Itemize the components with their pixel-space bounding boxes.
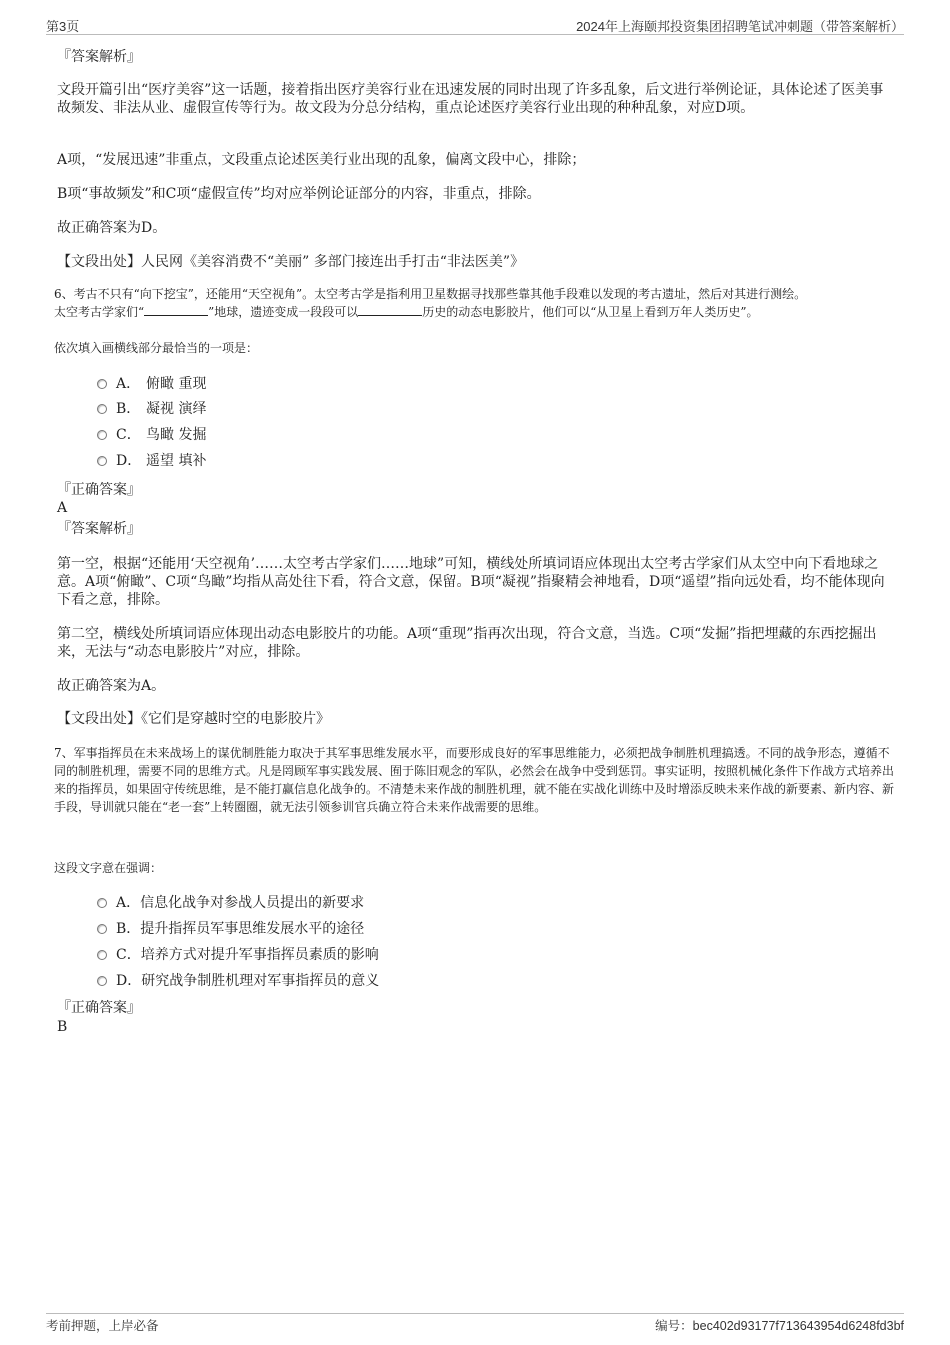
radio-icon[interactable] xyxy=(97,456,107,466)
radio-icon[interactable] xyxy=(97,950,107,960)
question-stem: 7、军事指挥员在未来战场上的谋优制胜能力取决于其军事思维发展水平，而要形成良好的军事思维能力，必须把战争制胜机理搞透。不同的战争形态，遵循不同的制胜机理，需要不同的思维方式。凡是罔顾军事实践发展、囿于陈旧观念的军队，必然会在战争中受到惩罚。事实证明，按照机械化条件下作战方式培养出来的指挥员，如果固守传统思维，是不能打赢信息化战争的。不清楚未来作战的制胜机理，就不能在实战化训练中及时增添反映未来作战的新要素、新内容、新手段，导训就只能在“老一套”上转圈圈，就无法引领参训官兵确立符合未来作战需要的思维。 xyxy=(54,746,895,814)
analysis-paragraph: 文段开篇引出“医疗美容”这一话题，接着指出医疗美容行业在迅速发展的同时出现了许多乱象，后文进行举例论证，具体论述了医美事故频发、非法从业、虚假宣传等行为。故文段为分总分结构，重点论述医疗美容行业出现的种种乱象，对应D项。 xyxy=(57,82,884,116)
page-header xyxy=(46,14,904,35)
option-d[interactable]: D． 遥望 填补 xyxy=(97,452,206,470)
option-b[interactable]: B． 凝视 演绎 xyxy=(97,400,206,418)
option-a[interactable]: A．信息化战争对参战人员提出的新要求 xyxy=(97,894,364,912)
page-number: 第3页 xyxy=(46,19,80,34)
radio-icon[interactable] xyxy=(97,898,107,908)
document-title: 2024年上海颐邦投资集团招聘笔试冲刺题（带答案解析） xyxy=(576,19,904,34)
analysis-paragraph: 第一空，根据“还能用‘天空视角’……太空考古学家们……地球”可知，横线处所填词语应体现出太空考古学家们从太空中向下看地球之意。A项“俯瞰”、C项“鸟瞰”均指从高处往下看，符合文意，保留。B项“凝视”指聚精会神地看，D项“遥望”指向远处看，均不能体现向下看之意，排除。 xyxy=(57,556,885,608)
answer-label: 『正确答案』 xyxy=(57,482,141,498)
option-c[interactable]: C． 鸟瞰 发掘 xyxy=(97,426,206,444)
question-prompt: 依次填入画横线部分最恰当的一项是： xyxy=(54,341,259,355)
passage-source: 【文段出处】《它们是穿越时空的电影胶片》 xyxy=(57,711,330,727)
question-stem: 6、考古不只有“向下挖宝”，还能用“天空视角”。太空考古学是指利用卫星数据寻找那些靠其他手段难以发现的考古遗址，然后对其进行测绘。 太空考古学家们“ ”地球，遗迹变成一段段可以 历史的动态电影胶片，他们可以“从卫星上看到万年人类历史”。 xyxy=(54,287,807,319)
footer-slogan: 考前押题，上岸必备 xyxy=(46,1318,159,1333)
document-serial: 编号：bec402d93177f713643954d6248fd3bf xyxy=(655,1319,904,1333)
answer-conclusion: 故正确答案为A。 xyxy=(57,678,166,694)
answer-label: 『正确答案』 xyxy=(57,1000,141,1016)
analysis-label: 『答案解析』 xyxy=(57,49,141,65)
analysis-paragraph: 第二空，横线处所填词语应体现出动态电影胶片的功能。A项“重现”指再次出现，符合文意，当选。C项“发掘”指把埋藏的东西挖掘出来，无法与“动态电影胶片”对应，排除。 xyxy=(57,626,877,660)
page-footer xyxy=(46,1313,904,1336)
analysis-label: 『答案解析』 xyxy=(57,521,141,537)
radio-icon[interactable] xyxy=(97,976,107,986)
radio-icon[interactable] xyxy=(97,379,107,389)
radio-icon[interactable] xyxy=(97,404,107,414)
option-a[interactable]: A． 俯瞰 重现 xyxy=(97,375,206,393)
option-c[interactable]: C．培养方式对提升军事指挥员素质的影响 xyxy=(97,946,379,964)
answer-value: A xyxy=(57,500,68,516)
option-b[interactable]: B．提升指挥员军事思维发展水平的途径 xyxy=(97,920,364,938)
option-d[interactable]: D．研究战争制胜机理对军事指挥员的意义 xyxy=(97,972,379,990)
fill-blank xyxy=(144,305,208,316)
analysis-paragraph: A项，“发展迅速”非重点，文段重点论述医美行业出现的乱象，偏离文段中心，排除； xyxy=(57,152,586,168)
question-prompt: 这段文字意在强调： xyxy=(54,861,163,875)
answer-conclusion: 故正确答案为D。 xyxy=(57,220,167,236)
passage-source: 【文段出处】人民网《美容消费不“美丽” 多部门接连出手打击“非法医美”》 xyxy=(57,254,525,270)
analysis-paragraph: B项“事故频发”和C项“虚假宣传”均对应举例论证部分的内容，非重点，排除。 xyxy=(57,186,541,202)
fill-blank xyxy=(358,305,422,316)
radio-icon[interactable] xyxy=(97,430,107,440)
radio-icon[interactable] xyxy=(97,924,107,934)
answer-value: B xyxy=(57,1019,68,1035)
